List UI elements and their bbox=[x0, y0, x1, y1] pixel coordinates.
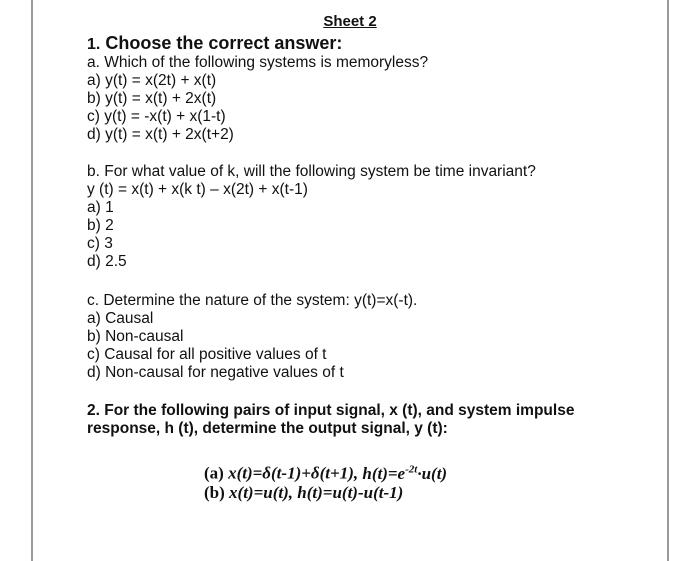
part-a-option: b) y(t) = x(t) + 2x(t) bbox=[87, 90, 217, 107]
sheet-title: Sheet 2 bbox=[323, 13, 377, 30]
page-left-edge bbox=[31, 0, 33, 561]
question-2 bbox=[87, 402, 574, 438]
page-right-edge bbox=[667, 0, 669, 561]
question-1-heading bbox=[87, 32, 342, 56]
question-2-line-2: response, h (t), determine the output signal, y (t): bbox=[87, 420, 448, 437]
formula-pair-a bbox=[204, 458, 447, 485]
part-a-option: a) y(t) = x(2t) + x(t) bbox=[87, 72, 217, 89]
formula-a-h-base: h(t)=e bbox=[362, 463, 406, 483]
question-2-line-1: 2. For the following pairs of input signal, x (t), and system impulse bbox=[87, 402, 575, 419]
part-b bbox=[87, 163, 536, 271]
part-b-equation: y (t) = x(t) + x(k t) – x(2t) + x(t-1) bbox=[87, 181, 308, 198]
part-b-option: c) 3 bbox=[87, 235, 113, 252]
part-b-option: a) 1 bbox=[87, 199, 114, 216]
formula-a-x: x(t)=δ(t-1)+δ(t+1), bbox=[228, 463, 359, 483]
part-c-option: b) Non-causal bbox=[87, 328, 184, 345]
part-a-prompt: a. Which of the following systems is memoryless? bbox=[87, 54, 429, 71]
formula-b-text: x(t)=u(t), h(t)=u(t)-u(t-1) bbox=[229, 483, 404, 502]
part-c-option: d) Non-causal for negative values of t bbox=[87, 364, 344, 381]
part-c-option: c) Causal for all positive values of t bbox=[87, 346, 327, 363]
part-c-prompt: c. Determine the nature of the system: y(t)=x(-t). bbox=[87, 292, 418, 309]
formula-pair-b bbox=[204, 482, 403, 504]
part-a-option: c) y(t) = -x(t) + x(1-t) bbox=[87, 108, 226, 125]
part-a-option: d) y(t) = x(t) + 2x(t+2) bbox=[87, 126, 234, 143]
part-c bbox=[87, 292, 417, 382]
part-b-prompt: b. For what value of k, will the following system be time invariant? bbox=[87, 163, 536, 180]
part-b-option: d) 2.5 bbox=[87, 253, 127, 270]
part-b-option: b) 2 bbox=[87, 217, 114, 234]
formula-a-label: (a) bbox=[204, 463, 224, 483]
formula-b-label: (b) bbox=[204, 483, 225, 502]
formula-a-h bbox=[362, 464, 447, 483]
question-1-title: Choose the correct answer: bbox=[105, 33, 343, 53]
part-a bbox=[87, 54, 428, 144]
question-1-number: 1. bbox=[87, 36, 101, 53]
formula-a-h-exponent: -2t bbox=[405, 463, 418, 475]
formula-a-h-tail: ·u(t) bbox=[417, 463, 448, 483]
part-c-option: a) Causal bbox=[87, 310, 154, 327]
